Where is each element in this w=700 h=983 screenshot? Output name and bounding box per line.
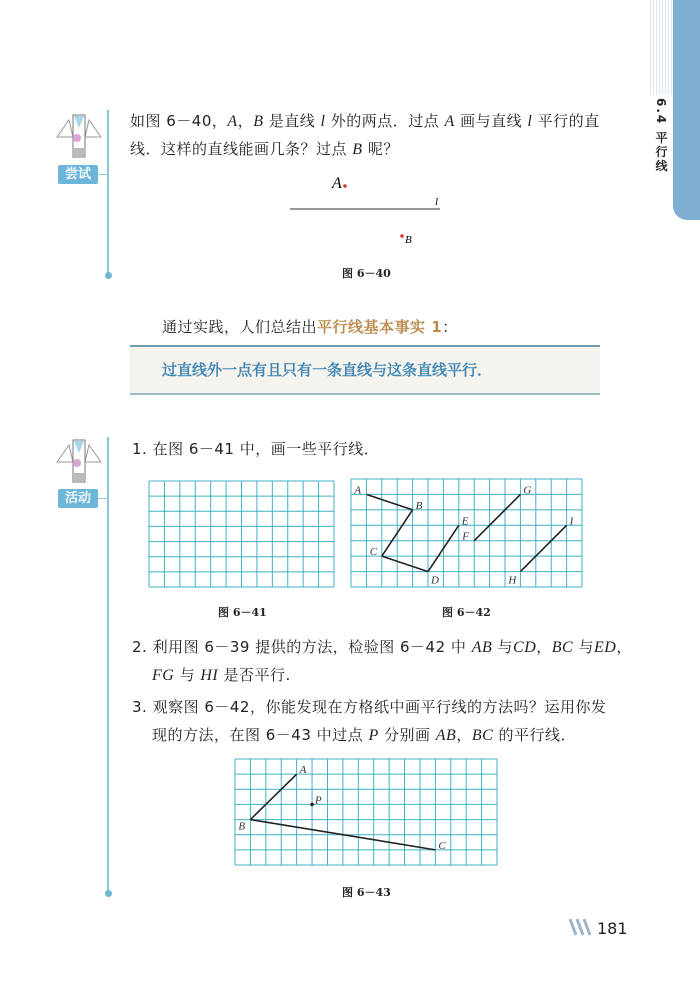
- figure-caption: 图 6－40: [342, 267, 391, 280]
- math-variable: P: [368, 727, 379, 744]
- point-label-E: E: [461, 515, 469, 528]
- tube-icon: [55, 437, 103, 487]
- math-variable: l: [527, 113, 533, 130]
- try-badge: 尝试: [58, 165, 98, 184]
- text-fragment: ，: [456, 726, 472, 744]
- math-variable: CD: [513, 639, 537, 656]
- point-label-D: D: [431, 574, 439, 587]
- section-rule-end: [105, 272, 112, 279]
- text-fragment: 1. 在图 6－41 中，画一些平行线．: [132, 440, 380, 458]
- point-label-I: I: [569, 515, 574, 528]
- text-fragment: 平行的直: [532, 112, 600, 130]
- text-fragment: 画与直线: [454, 112, 528, 130]
- point-label-C: C: [438, 839, 446, 852]
- point-b: [400, 234, 404, 238]
- activity-item-2-line-2: [152, 665, 291, 686]
- text-fragment: 现的方法，在图 6－43 中过点: [152, 726, 369, 744]
- point-label-B: B: [238, 820, 246, 833]
- caption-6-42: 图 6－42: [442, 606, 491, 619]
- try-text-line-2: [130, 139, 399, 160]
- colon: ：: [442, 318, 458, 336]
- section-rule: [107, 110, 109, 275]
- point-label-C: C: [369, 546, 378, 559]
- point-label-F: F: [462, 530, 469, 543]
- grid-figure-6-43: [234, 758, 498, 866]
- activity-item-3-line-1: [132, 697, 606, 717]
- math-variable: ED: [594, 639, 617, 656]
- text-fragment: 与: [492, 638, 514, 656]
- text-fragment: ，: [616, 638, 632, 656]
- text-fragment: 2. 利用图 6－39 提供的方法，检验图 6－42 中: [132, 638, 472, 656]
- point-label-B: B: [415, 499, 423, 512]
- math-variable: HI: [200, 667, 219, 684]
- intro-text: 通过实践，人们总结出: [162, 318, 318, 336]
- text-fragment: ，: [536, 638, 552, 656]
- activity-badge: 活动: [58, 489, 98, 508]
- math-variable: l: [320, 113, 326, 130]
- activity-item-2-line-1: [132, 637, 632, 658]
- text-fragment: 3. 观察图 6－42，你能发现在方格纸中画平行线的方法吗？运用你发: [132, 698, 607, 716]
- text-fragment: 与: [174, 666, 201, 684]
- math-variable: A: [227, 113, 238, 130]
- summary-intro: [162, 317, 458, 337]
- point-label-G: G: [523, 484, 532, 497]
- math-variable: B: [253, 113, 264, 130]
- activity-item-3-line-2: [152, 725, 576, 746]
- text-fragment: 是直线: [263, 112, 321, 130]
- grid-figure-6-41: [148, 480, 335, 588]
- tube-icon: [55, 112, 103, 162]
- chapter-tab: [673, 0, 700, 220]
- math-variable: BC: [551, 639, 574, 656]
- math-variable: B: [352, 141, 363, 158]
- header-stripes: [650, 0, 672, 95]
- section-title: 平行线: [654, 131, 668, 174]
- caption-6-43: 图 6－43: [342, 886, 391, 899]
- text-fragment: 是否平行.: [218, 666, 291, 684]
- text-fragment: 外的两点．过点: [325, 112, 445, 130]
- text-fragment: 分别画: [378, 726, 436, 744]
- fact-title: 平行线基本事实 1: [317, 318, 443, 336]
- text-fragment: ，: [237, 112, 254, 130]
- page-number: 181: [597, 919, 628, 938]
- page-number-decoration: [568, 918, 596, 936]
- point-label-A: A: [354, 484, 362, 497]
- segment-HI: [520, 525, 566, 571]
- text-fragment: 线．这样的直线能画几条？过点: [130, 140, 353, 158]
- point-label-P: P: [315, 794, 322, 807]
- math-variable: AB: [471, 639, 493, 656]
- math-variable: A: [444, 113, 455, 130]
- segment-FG: [474, 494, 520, 540]
- try-text-line-1: [130, 111, 600, 132]
- grid-figure-6-42: [350, 478, 583, 588]
- label-a: A: [332, 175, 342, 192]
- segment-BA: [250, 774, 296, 819]
- activity-item-1: [132, 439, 379, 459]
- figure-6-40: [280, 172, 460, 252]
- fact-statement: 过直线外一点有且只有一条直线与这条直线平行．: [162, 361, 493, 379]
- segment-CD: [382, 556, 428, 571]
- math-variable: BC: [471, 727, 494, 744]
- point-P: [310, 803, 314, 807]
- point-label-H: H: [508, 574, 517, 587]
- math-variable: FG: [152, 667, 175, 684]
- label-b: B: [405, 234, 412, 246]
- section-label: [650, 98, 670, 173]
- section-number: 6.4: [654, 98, 668, 126]
- point-a: [343, 184, 347, 188]
- text-fragment: 与: [573, 638, 594, 656]
- caption-6-41: 图 6－41: [218, 606, 267, 619]
- section-rule-end: [105, 890, 112, 897]
- text-fragment: 呢？: [362, 140, 399, 158]
- text-fragment: 的平行线．: [493, 726, 577, 744]
- section-rule: [107, 437, 109, 893]
- math-variable: AB: [435, 727, 457, 744]
- point-label-A: A: [299, 764, 307, 777]
- label-l: l: [435, 196, 439, 208]
- text-fragment: 如图 6－40，: [130, 112, 228, 130]
- segment-AB: [366, 494, 412, 509]
